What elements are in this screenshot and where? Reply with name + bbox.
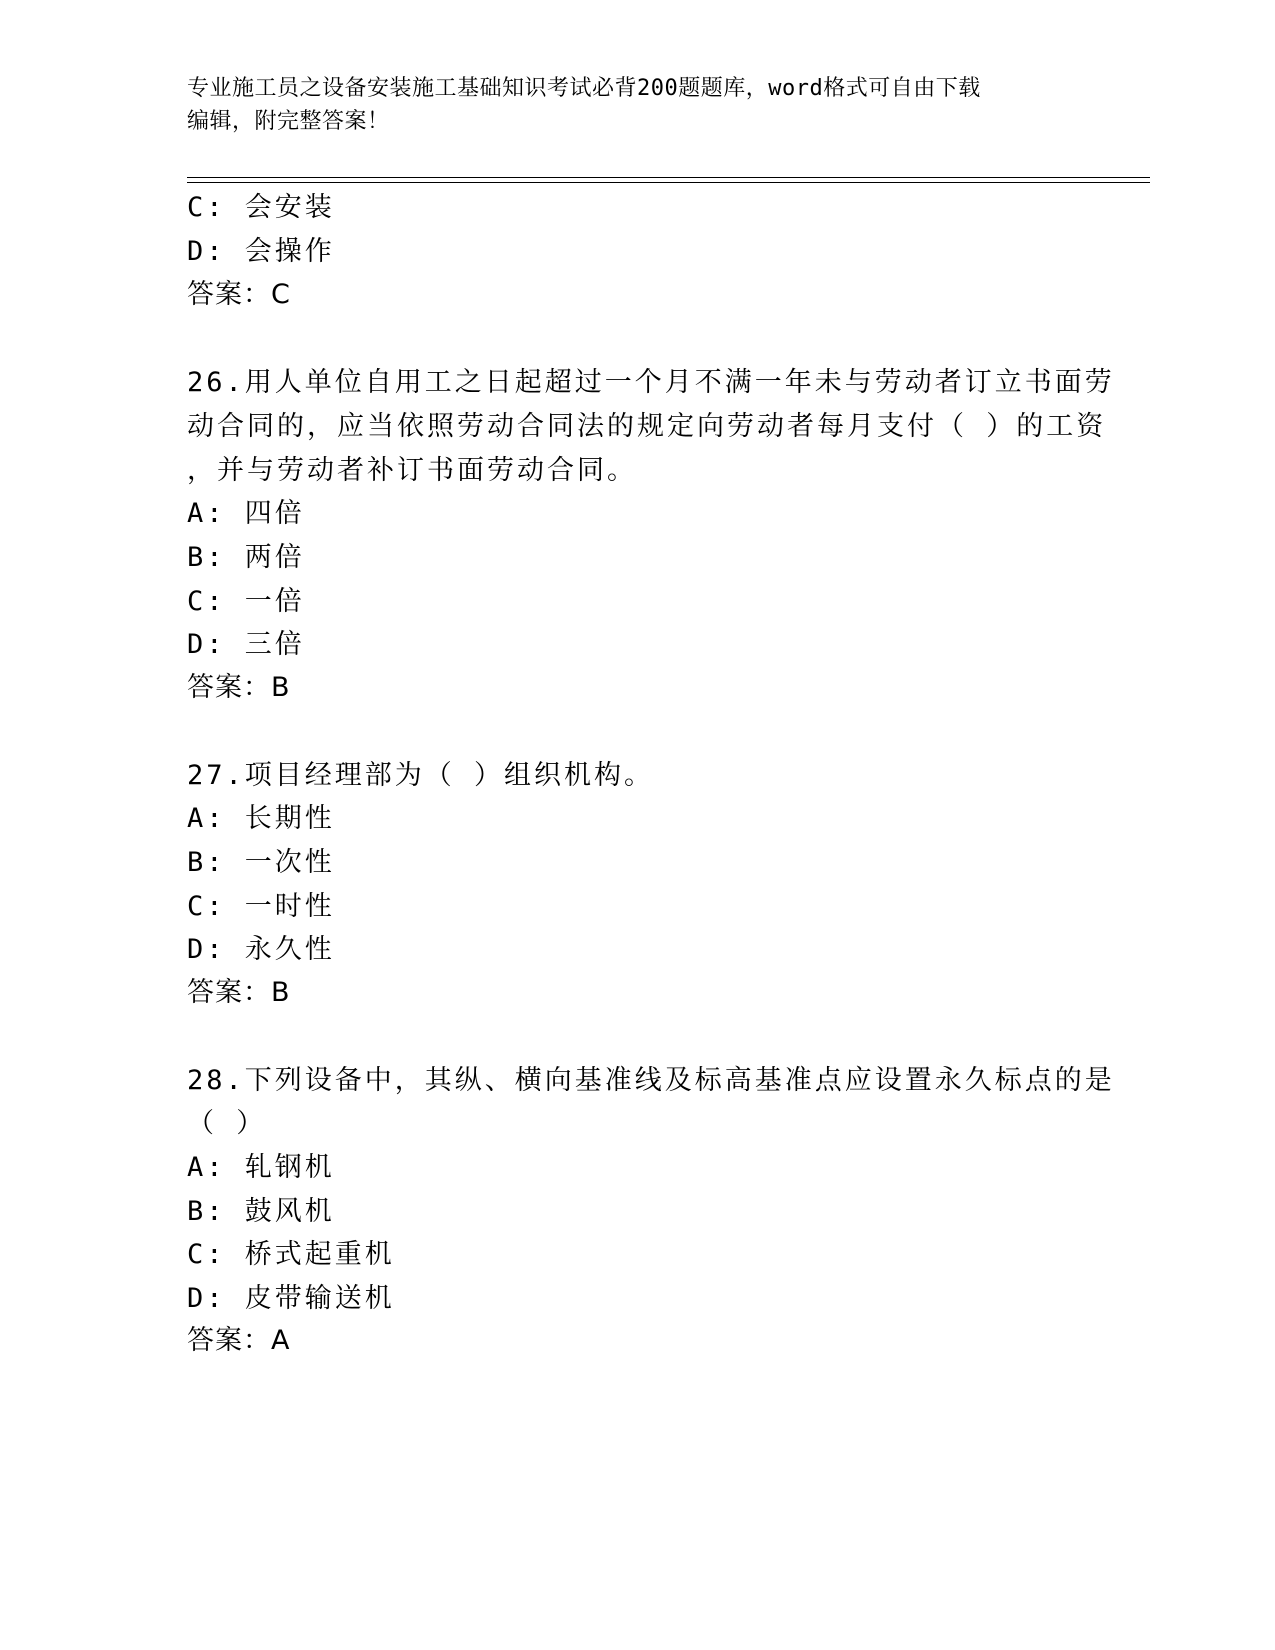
question-28-answer: 答案：A	[187, 1325, 291, 1356]
question-28-option-a: A: 轧钢机	[187, 1152, 335, 1183]
header-divider-bottom	[187, 182, 1150, 183]
answer-line: 答案：C	[187, 279, 291, 310]
question-28-option-c: C: 桥式起重机	[187, 1239, 395, 1270]
header-divider-top	[187, 177, 1150, 178]
question-26-stem-line-3: ，并与劳动者补订书面劳动合同。	[187, 455, 637, 486]
question-27-option-b: B: 一次性	[187, 847, 335, 878]
question-26-stem-line-2: 动合同的，应当依照劳动合同法的规定向劳动者每月支付（ ）的工资	[187, 411, 1107, 442]
option-c: C: 会安装	[187, 192, 335, 223]
question-28-stem-line-1: 28.下列设备中，其纵、横向基准线及标高基准点应设置永久标点的是	[187, 1065, 1115, 1096]
question-26-option-b: B: 两倍	[187, 542, 305, 573]
question-26-answer: 答案：B	[187, 672, 291, 703]
document-header	[187, 72, 1067, 138]
question-27-answer: 答案：B	[187, 977, 291, 1008]
question-27-stem-line-1: 27.项目经理部为（ ）组织机构。	[187, 760, 655, 791]
question-28-stem-line-2: （ ）	[187, 1108, 267, 1139]
header-title-line-2: 编辑，附完整答案！	[187, 109, 390, 134]
question-28-option-b: B: 鼓风机	[187, 1196, 335, 1227]
question-27-option-c: C: 一时性	[187, 891, 335, 922]
question-26-stem-line-1: 26.用人单位自用工之日起超过一个月不满一年未与劳动者订立书面劳	[187, 367, 1115, 398]
question-26-option-d: D: 三倍	[187, 629, 305, 660]
question-27-option-d: D: 永久性	[187, 934, 335, 965]
question-26-option-c: C: 一倍	[187, 586, 305, 617]
question-26-option-a: A: 四倍	[187, 498, 305, 529]
question-28-option-d: D: 皮带输送机	[187, 1283, 395, 1314]
question-27-option-a: A: 长期性	[187, 803, 335, 834]
option-d: D: 会操作	[187, 236, 335, 267]
header-title-line-1: 专业施工员之设备安装施工基础知识考试必背200题题库，word格式可自由下载	[187, 76, 981, 101]
